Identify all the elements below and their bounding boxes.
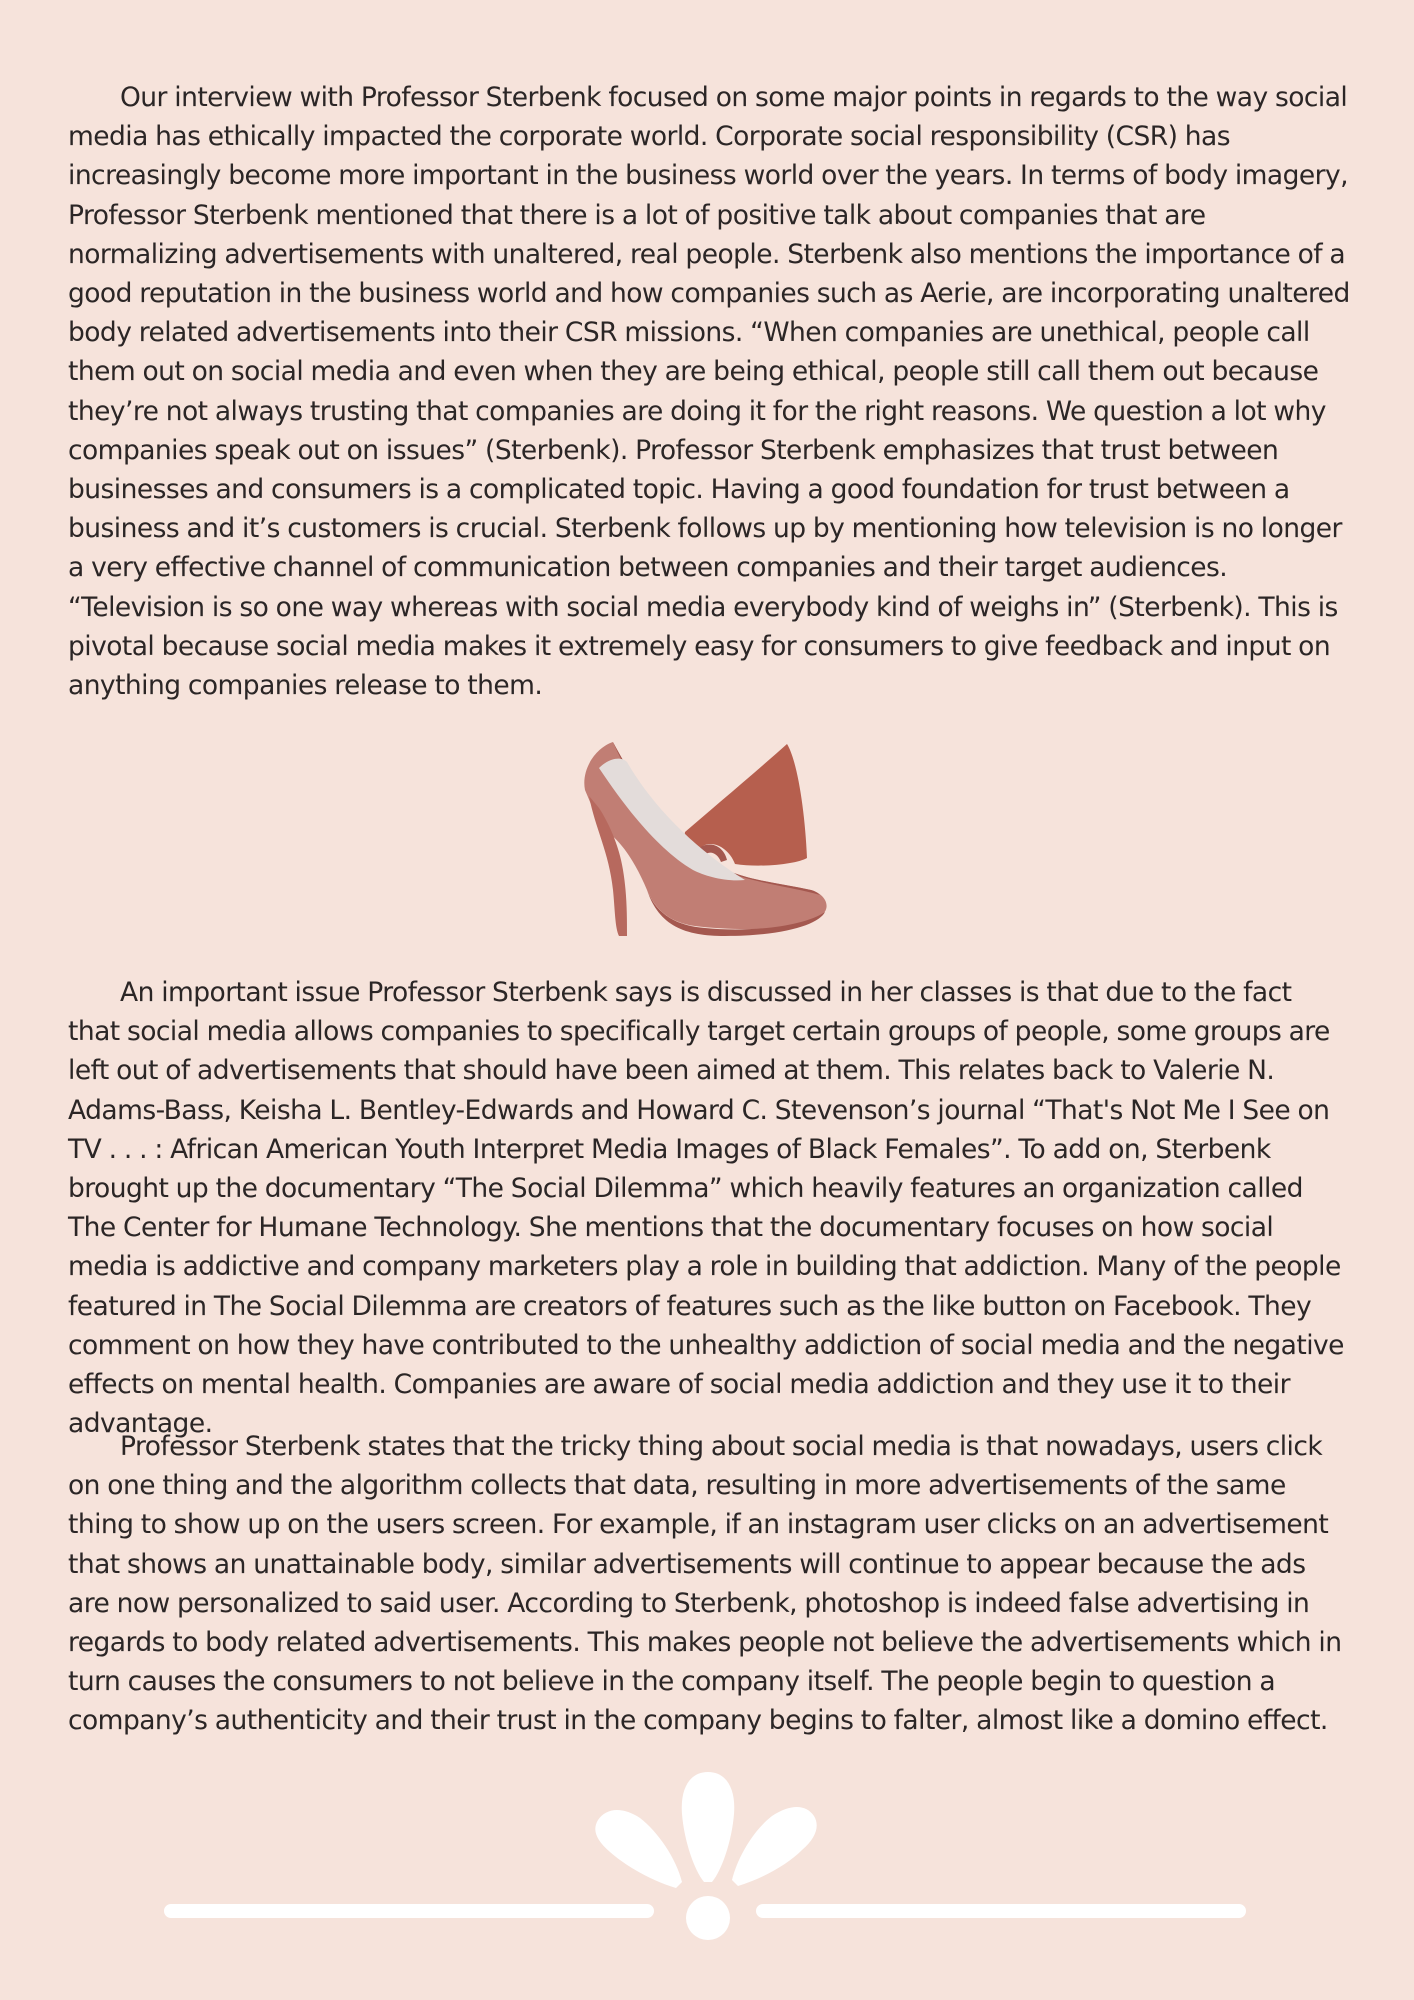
paragraph-interview-intro: Our interview with Professor Sterbenk focused on some major points in regards to the way social media has ethically impacted the corporate world. Corporate social responsibility (CSR) has increasingly become more important in the business world over the years. In terms of body imagery, Professor Sterbenk mentioned that there is a lot of positive talk about companies that are normalizing advertisements with unaltered, real people. Sterbenk also mentions the importance of a good reputation in the business world and how companies such as Aerie, are incorporating unaltered body related advertisements into their CSR missions. “When companies are unethical, people call them out on social media and even when they are being ethical, people still call them out because they’re not always trusting that companies are doing it for the right reasons. We question a lot why companies speak out on issues” (Sterbenk). Professor Sterbenk emphasizes that trust between businesses and consumers is a complicated topic. Having a good foundation for trust between a business and it’s customers is crucial. Sterbenk follows up by mentioning how television is no longer a very effective channel of communication between companies and their target audiences. “Television is so one way whereas with social media everybody kind of weighs in” (Sterbenk). This is pivotal because social media makes it extremely easy for consumers to give feedback and input on anything companies release to them. <box>68 82 1350 702</box>
paragraph-target-groups: An important issue Professor Sterbenk says is discussed in her classes is that due to the fact that social media allows companies to specifically target certain groups of people, some groups are left out of advertisements that should have been aimed at them. This relates back to Valerie N. Adams-Bass, Keisha L. Bentley-Edwards and Howard C. Stevenson’s journal “That's Not Me I See on TV . . . : African American Youth Interpret Media Images of Black Females”. To add on, Sterbenk brought up the documentary “The Social Dilemma” which heavily features an organization called The Center for Humane Technology. She mentions that the documentary focuses on how social media is addictive and company marketers play a role in building that addiction. Many of the people featured in The Social Dilemma are creators of features such as the like button on Facebook. They comment on how they have contributed to the unhealthy addiction of social media and the negative effects on mental health. Companies are aware of social media addiction and they use it to their advantage. <box>68 977 1344 1440</box>
divider-line-left <box>164 1904 654 1918</box>
high-heels-icon <box>575 740 835 940</box>
divider-dot <box>686 1896 730 1940</box>
sparkle-divider-icon <box>160 1770 1254 1950</box>
divider-line-right <box>756 1904 1246 1918</box>
paragraph-algorithm: Professor Sterbenk states that the tricky thing about social media is that nowadays, users click on one thing and the algorithm collects that data, resulting in more advertisements of the same thing to show up on the users screen. For example, if an instagram user clicks on an advertisement that shows an unattainable body, similar advertisements will continue to appear because the ads are now personalized to said user. According to Sterbenk, photoshop is indeed false advertising in regards to body related advertisements. This makes people not believe the advertisements which in turn causes the consumers to not believe in the company itself. The people begin to question a company’s authenticity and their trust in the company begins to falter, almost like a domino effect. <box>68 1431 1342 1737</box>
